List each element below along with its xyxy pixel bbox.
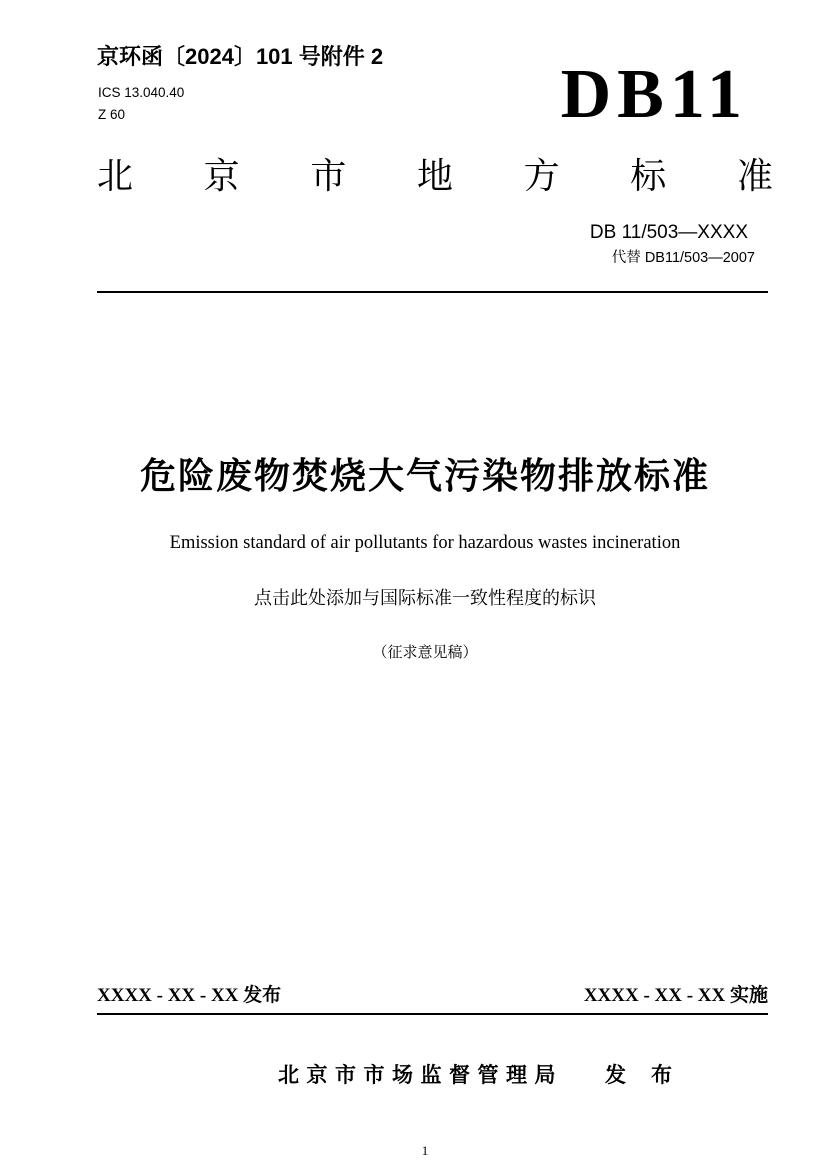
standard-category-title: 北 京 市 地 方 标 准 — [97, 155, 773, 196]
issuer-name: 北京市市场监督管理局 — [278, 1064, 563, 1087]
db11-logo: DB11 — [560, 56, 748, 133]
header-divider-line — [97, 291, 768, 293]
dates-row — [97, 985, 768, 1015]
replaces-note: 代替 DB11/503—2007 — [611, 250, 755, 266]
issue-date: XXXX - XX - XX 发布 — [97, 985, 282, 1006]
issue-label: 发 布 — [605, 1064, 672, 1087]
consistency-degree-placeholder[interactable]: 点击此处添加与国际标准一致性程度的标识 — [254, 588, 596, 608]
document-title-en: Emission standard of air pollutants for hazardous wastes incineration — [169, 533, 681, 553]
attachment-note: 京环函〔2024〕101 号附件 2 — [97, 44, 384, 69]
implementation-date: XXXX - XX - XX 实施 — [583, 985, 768, 1006]
draft-stage-note: （征求意见稿） — [372, 645, 478, 661]
page-number: 1 — [421, 1143, 429, 1158]
publisher-row — [278, 1063, 672, 1088]
document-title-cn: 危险废物焚烧大气污染物排放标准 — [139, 455, 710, 496]
doc-class-code: Z 60 — [98, 107, 126, 122]
ics-code: ICS 13.040.40 — [98, 85, 185, 100]
standard-number: DB 11/503—XXXX — [589, 222, 748, 243]
